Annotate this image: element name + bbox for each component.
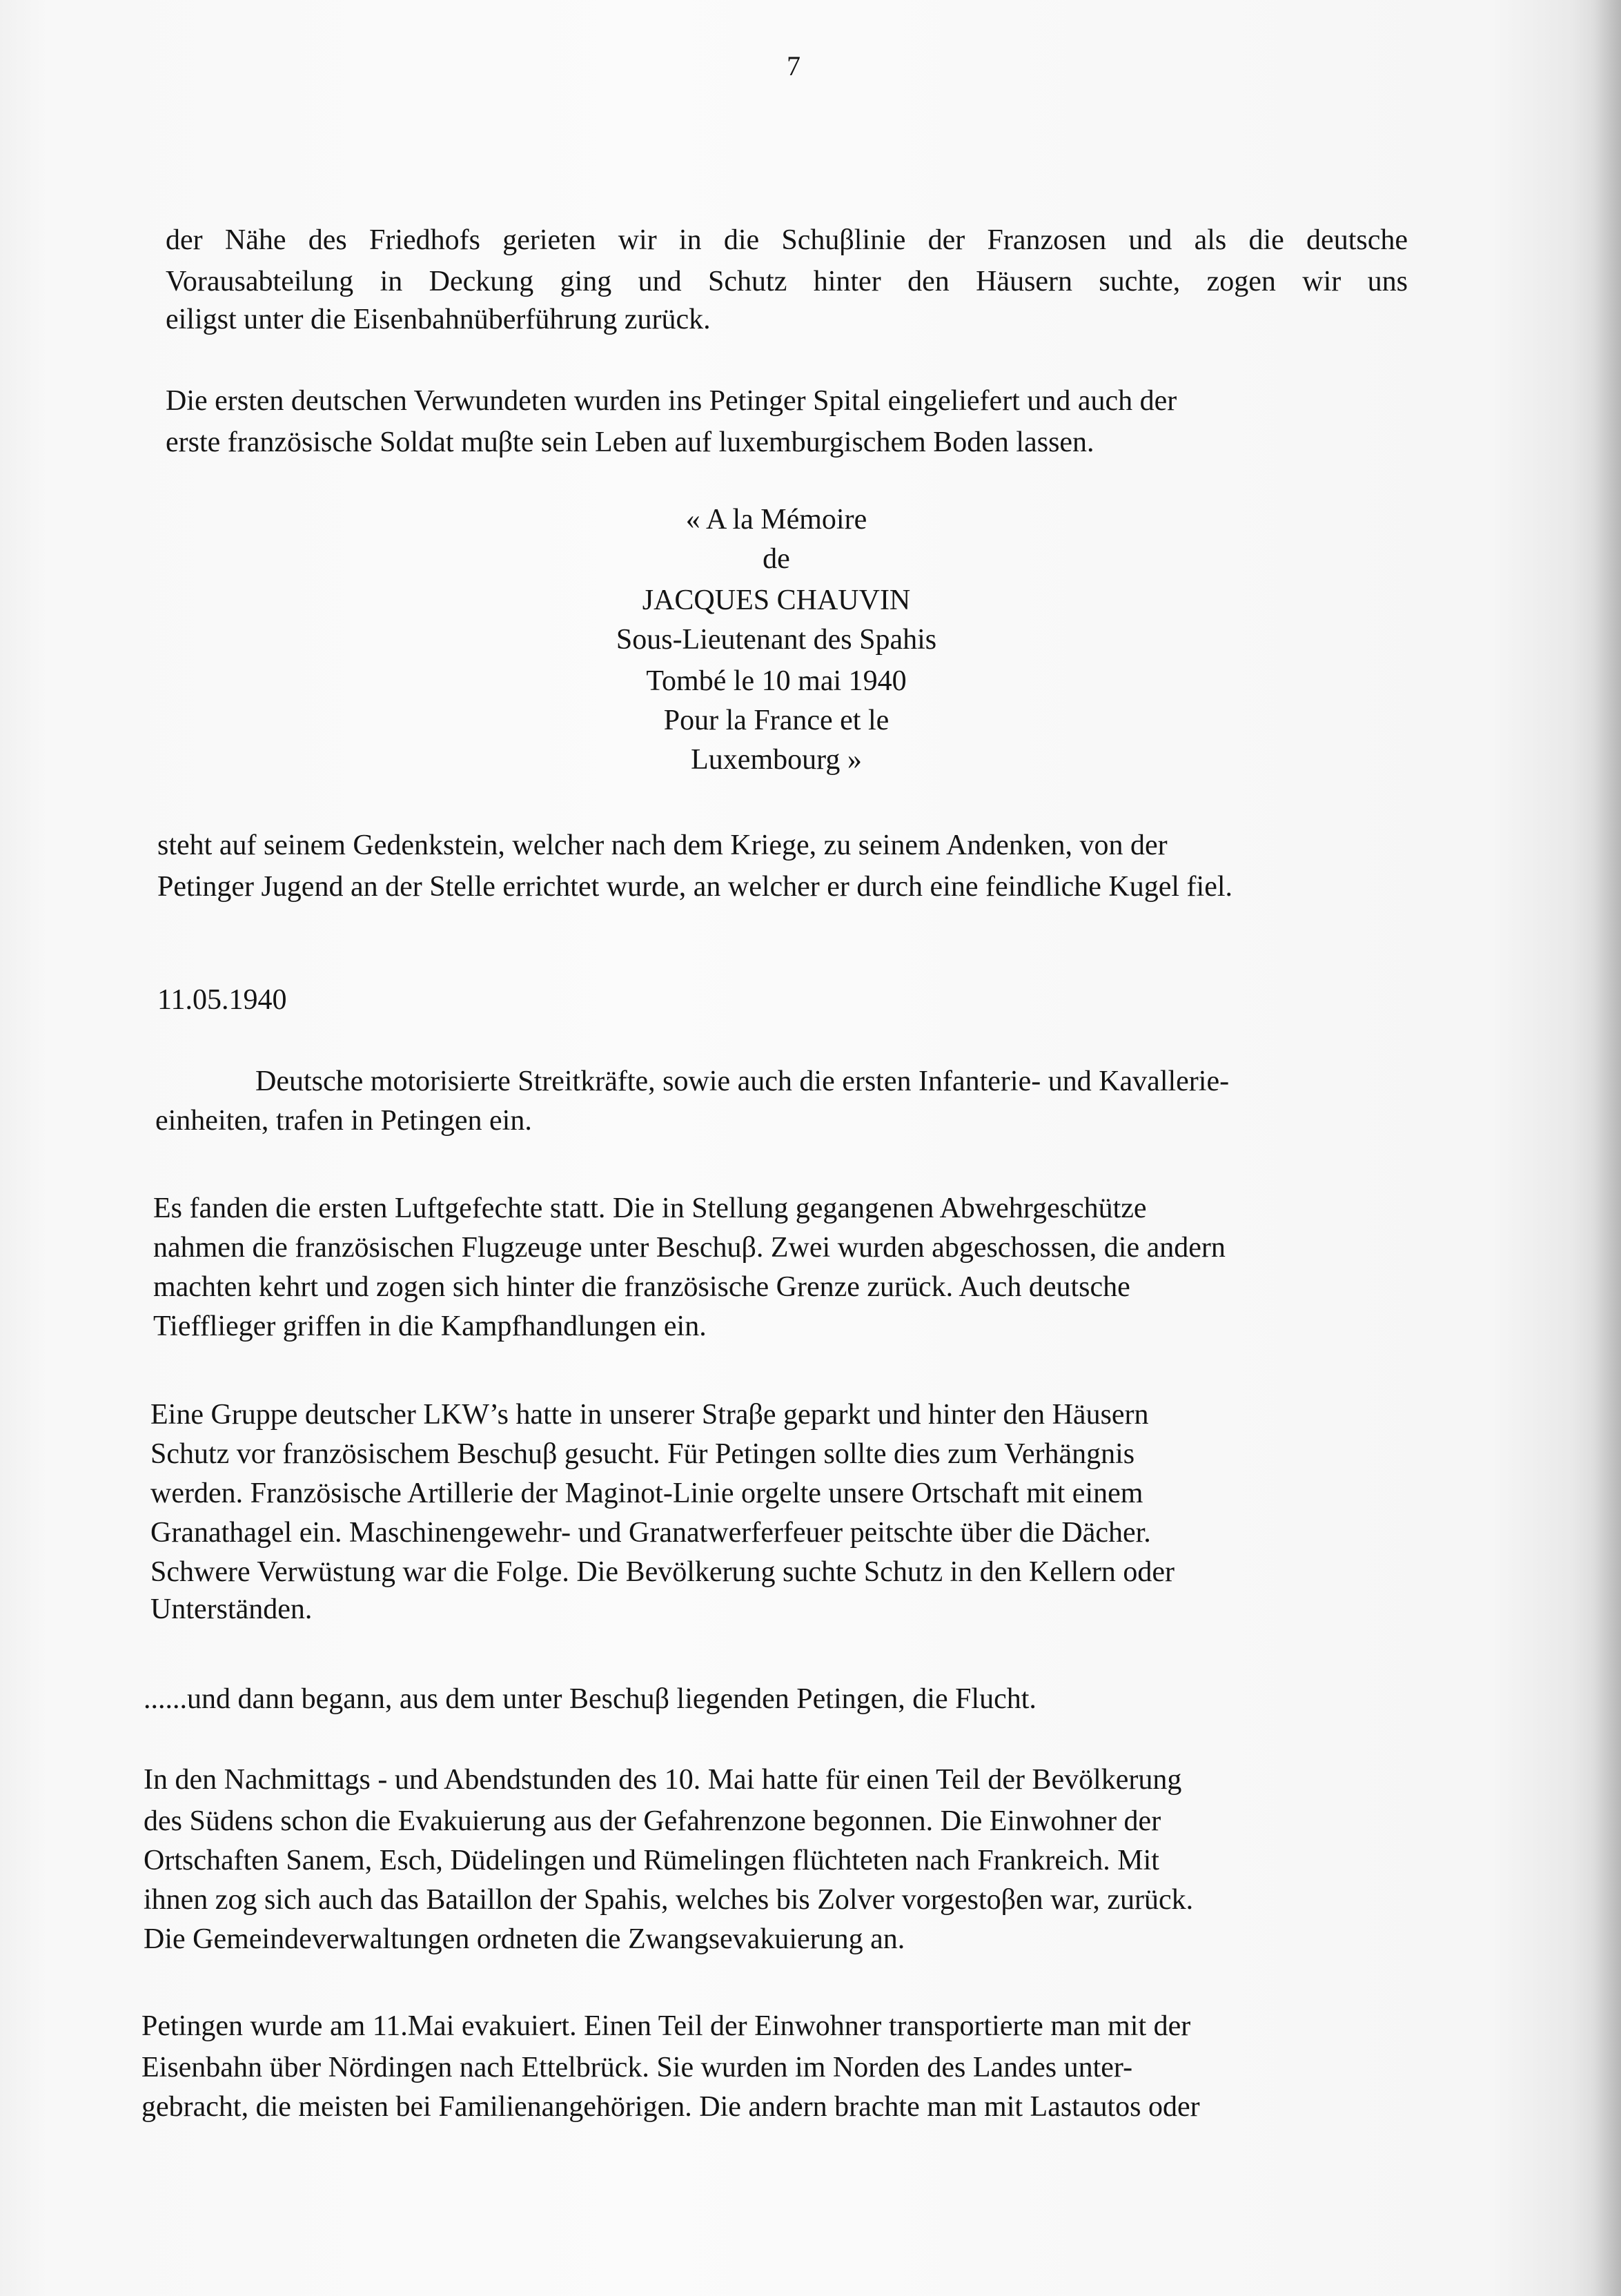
word: und bbox=[1128, 224, 1172, 256]
word: ging bbox=[560, 266, 612, 297]
p8-line-5: Die Gemeindeverwaltungen ordneten die Zwangsevakuierung an. bbox=[144, 1923, 905, 1955]
p3-line-1: steht auf seinem Gedenkstein, welcher nach dem Kriege, zu seinem Andenken, von der bbox=[157, 830, 1168, 861]
p8-line-3: Ortschaften Sanem, Esch, Düdelingen und Rümelingen flüchteten nach Frankreich. Mit bbox=[144, 1845, 1159, 1876]
memorial-line-6: Pour la France et le bbox=[663, 705, 890, 736]
p5-line-2: nahmen die französischen Flugzeuge unter Beschuβ. Zwei wurden abgeschossen, die andern bbox=[153, 1232, 1226, 1264]
memorial-line-5: Tombé le 10 mai 1940 bbox=[646, 665, 907, 697]
word: Schuβlinie bbox=[781, 224, 906, 256]
memorial-line-7: Luxembourg » bbox=[691, 744, 862, 776]
p3-line-2: Petinger Jugend an der Stelle errichtet wurde, an welcher er durch eine feindliche Kugel fiel. bbox=[157, 871, 1233, 903]
word: wir bbox=[618, 224, 657, 256]
word: als bbox=[1194, 224, 1227, 256]
word: in bbox=[678, 224, 702, 256]
p6-line-6: Unterständen. bbox=[150, 1593, 313, 1625]
word: hinter bbox=[813, 266, 881, 297]
word: Deckung bbox=[429, 266, 534, 297]
p4-line-1: Deutsche motorisierte Streitkräfte, sowie auch die ersten Infanterie- und Kavallerie- bbox=[255, 1066, 1230, 1097]
word: den bbox=[907, 266, 950, 297]
word: zogen bbox=[1206, 266, 1276, 297]
memorial-line-2: de bbox=[763, 543, 790, 575]
p9-line-1: Petingen wurde am 11.Mai evakuiert. Einen Teil der Einwohner transportierte man mit der bbox=[141, 2010, 1191, 2042]
word: Friedhofs bbox=[369, 224, 480, 256]
p2-line-2: erste französische Soldat muβte sein Leben auf luxemburgischem Boden lassen. bbox=[166, 426, 1094, 458]
word: des bbox=[308, 224, 347, 256]
word: Schutz bbox=[708, 266, 787, 297]
memorial-line-3: JACQUES CHAUVIN bbox=[642, 585, 911, 616]
p9-line-2: Eisenbahn über Nördingen nach Ettelbrück. Sie wurden im Norden des Landes unter- bbox=[141, 2052, 1133, 2083]
word: suchte, bbox=[1099, 266, 1181, 297]
p7-line-1: ......und dann begann, aus dem unter Beschuβ liegenden Petingen, die Flucht. bbox=[144, 1683, 1037, 1715]
word: der bbox=[166, 224, 203, 256]
word: wir bbox=[1302, 266, 1342, 297]
word: Franzosen bbox=[987, 224, 1107, 256]
word: und bbox=[638, 266, 682, 297]
word: die bbox=[1248, 224, 1284, 256]
word: Nähe bbox=[224, 224, 286, 256]
page-number: 7 bbox=[787, 50, 800, 81]
word: die bbox=[723, 224, 760, 256]
p6-line-4: Granathagel ein. Maschinengewehr- und Granatwerferfeuer peitschte über die Dächer. bbox=[150, 1517, 1151, 1549]
p8-line-1: In den Nachmittags - und Abendstunden des 10. Mai hatte für einen Teil der Bevölkerung bbox=[144, 1764, 1182, 1796]
word: der bbox=[927, 224, 965, 256]
word: Häusern bbox=[976, 266, 1073, 297]
p1-line-3: eiligst unter die Eisenbahnüberführung zurück. bbox=[166, 304, 711, 335]
memorial-line-4: Sous-Lieutenant des Spahis bbox=[616, 624, 937, 656]
p5-line-3: machten kehrt und zogen sich hinter die französische Grenze zurück. Auch deutsche bbox=[153, 1271, 1130, 1303]
p6-line-1: Eine Gruppe deutscher LKW’s hatte in unserer Straβe geparkt und hinter den Häusern bbox=[150, 1399, 1149, 1431]
memorial-line-1: « A la Mémoire bbox=[685, 504, 867, 536]
p9-line-3: gebracht, die meisten bei Familienangehörigen. Die andern brachte man mit Lastautos oder bbox=[141, 2091, 1200, 2123]
p8-line-2: des Südens schon die Evakuierung aus der Gefahrenzone begonnen. Die Einwohner der bbox=[144, 1805, 1161, 1837]
word: in bbox=[380, 266, 403, 297]
date-heading: 11.05.1940 bbox=[157, 984, 287, 1016]
page-edge-shadow bbox=[1593, 0, 1621, 2296]
p6-line-2: Schutz vor französischem Beschuβ gesucht. Für Petingen sollte dies zum Verhängnis bbox=[150, 1438, 1135, 1470]
word: uns bbox=[1367, 266, 1408, 297]
p4-line-2: einheiten, trafen in Petingen ein. bbox=[155, 1105, 532, 1137]
word: deutsche bbox=[1306, 224, 1408, 256]
p1-line-2 bbox=[166, 261, 1408, 302]
p6-line-5: Schwere Verwüstung war die Folge. Die Bevölkerung suchte Schutz in den Kellern oder bbox=[150, 1556, 1175, 1588]
word: Vorausabteilung bbox=[166, 266, 354, 297]
p5-line-1: Es fanden die ersten Luftgefechte statt. Die in Stellung gegangenen Abwehrgeschütze bbox=[153, 1193, 1147, 1224]
word: gerieten bbox=[502, 224, 596, 256]
p6-line-3: werden. Französische Artillerie der Maginot-Linie orgelte unsere Ortschaft mit einem bbox=[150, 1478, 1143, 1509]
p8-line-4: ihnen zog sich auch das Bataillon der Spahis, welches bis Zolver vorgestoβen war, zurück. bbox=[144, 1884, 1194, 1916]
p2-line-1: Die ersten deutschen Verwundeten wurden ins Petinger Spital eingeliefert und auch der bbox=[166, 385, 1177, 417]
p1-line-1 bbox=[166, 219, 1408, 261]
p5-line-4: Tiefflieger griffen in die Kampfhandlungen ein. bbox=[153, 1311, 707, 1342]
